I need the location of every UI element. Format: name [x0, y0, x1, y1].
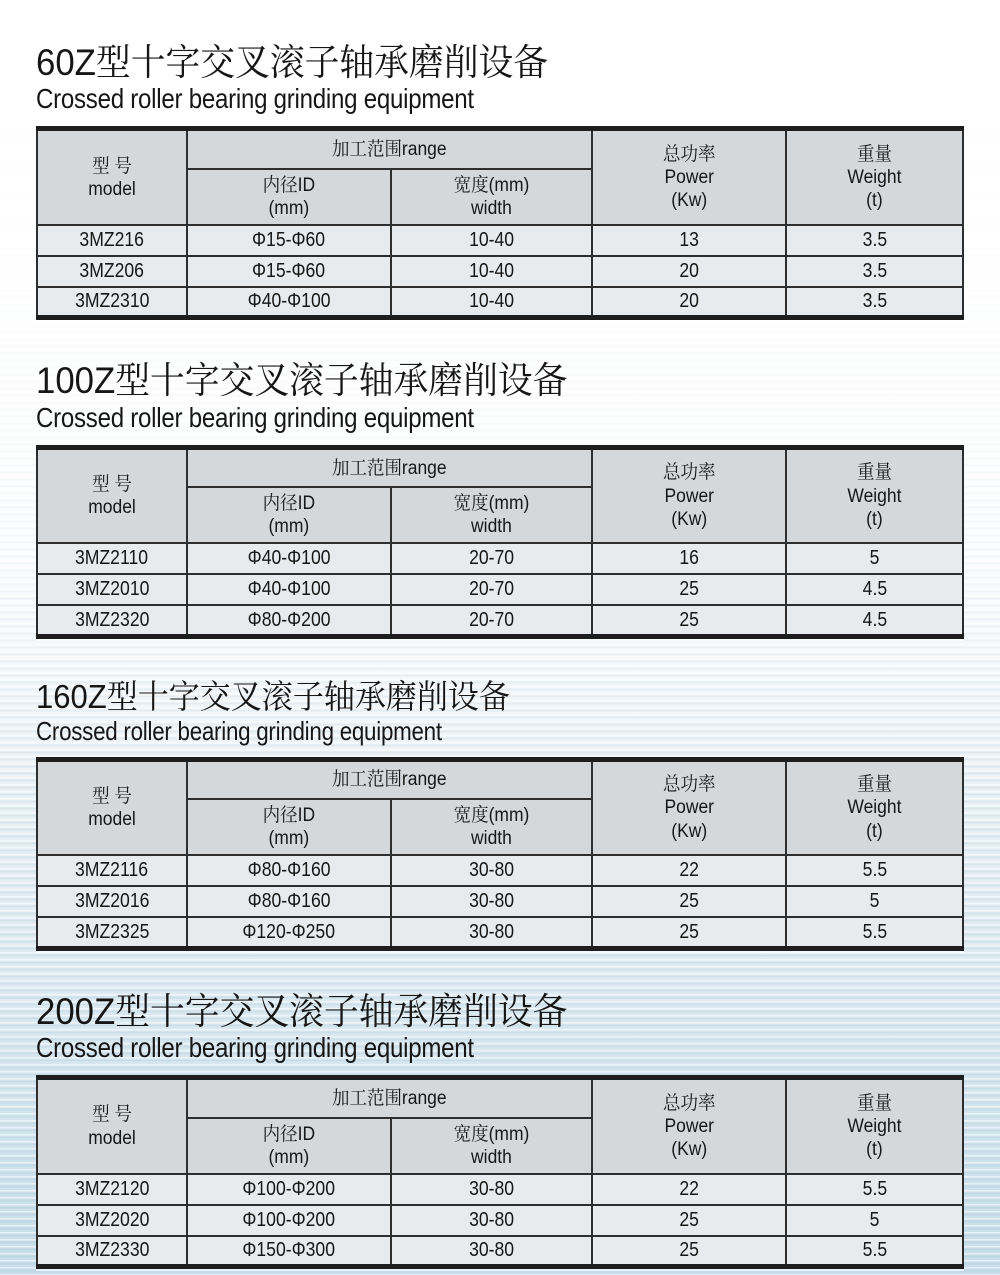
cell-power: [592, 917, 786, 948]
power-value: 20: [679, 290, 699, 313]
cell-id: [187, 855, 391, 886]
col-header-id: [187, 1118, 391, 1174]
col-header-weight: [786, 129, 963, 225]
cell-weight: [786, 225, 963, 256]
col-header-width-en: width: [470, 516, 512, 538]
col-header-model: [37, 447, 187, 543]
weight-value: 5.5: [862, 920, 887, 943]
cell-weight: [786, 256, 963, 287]
cell-width: [391, 574, 592, 605]
col-header-range: [187, 1078, 592, 1118]
col-header-weight-unit: (t): [866, 820, 883, 842]
id-value: Φ120-Φ250: [242, 920, 336, 943]
col-header-id-cn: 内径ID: [262, 1123, 316, 1145]
col-header-model-cn: 型 号: [92, 785, 132, 807]
power-value: 25: [679, 1239, 699, 1262]
section-title-cn: 100Z型十字交叉滚子轴承磨削设备: [36, 360, 568, 402]
col-header-weight-en: Weight: [847, 485, 902, 507]
col-header-id: [187, 799, 391, 855]
spec-table-60z: [36, 126, 964, 320]
col-header-weight-unit: (t): [866, 190, 883, 212]
id-value: Φ40-Φ100: [247, 290, 331, 313]
col-header-width-en: width: [470, 1146, 512, 1168]
cell-model: [37, 225, 187, 256]
col-header-power-unit: (Kw): [670, 508, 707, 530]
col-header-power: [592, 759, 786, 855]
weight-value: 5.5: [862, 859, 887, 882]
cell-model: [37, 886, 187, 917]
cell-weight: [786, 1236, 963, 1267]
col-header-weight: [786, 1078, 963, 1174]
col-header-weight-cn: 重量: [857, 462, 893, 484]
col-header-model: [37, 1078, 187, 1174]
cell-model: [37, 1174, 187, 1205]
col-header-id-cn: 内径ID: [262, 174, 316, 196]
cell-width: [391, 886, 592, 917]
id-value: Φ80-Φ200: [247, 608, 331, 631]
table-row: [37, 1174, 963, 1205]
cell-model: [37, 543, 187, 574]
width-value: 20-70: [468, 547, 514, 570]
table-row: [37, 225, 963, 256]
weight-value: 4.5: [862, 608, 887, 631]
power-value: 25: [679, 578, 699, 601]
cell-weight: [786, 855, 963, 886]
col-header-model-en: model: [88, 809, 136, 831]
col-header-width-cn: 宽度(mm): [453, 1123, 530, 1145]
table-row: [37, 917, 963, 948]
width-value: 30-80: [468, 1208, 514, 1231]
model-value: 3MZ206: [79, 259, 145, 282]
cell-weight: [786, 543, 963, 574]
col-header-width-cn: 宽度(mm): [453, 174, 530, 196]
col-header-weight: [786, 759, 963, 855]
power-value: 20: [679, 259, 699, 282]
model-value: 3MZ2020: [74, 1208, 150, 1231]
cell-id: [187, 1174, 391, 1205]
power-value: 16: [679, 547, 699, 570]
col-header-weight-unit: (t): [866, 508, 883, 530]
col-header-model-cn: 型 号: [92, 155, 132, 177]
col-header-width-cn: 宽度(mm): [453, 805, 530, 827]
cell-id: [187, 287, 391, 318]
cell-model: [37, 256, 187, 287]
col-header-width: [391, 487, 592, 543]
section-title-en: Crossed roller bearing grinding equipment: [36, 401, 474, 433]
weight-value: 5.5: [862, 1239, 887, 1262]
cell-id: [187, 225, 391, 256]
col-header-power-unit: (Kw): [670, 190, 707, 212]
col-header-id-unit: (mm): [268, 197, 310, 219]
col-header-range-label: 加工范围range: [332, 457, 447, 479]
weight-value: 5: [869, 547, 880, 570]
col-header-model-cn: 型 号: [92, 473, 132, 495]
spec-table-160z: [36, 757, 964, 951]
cell-width: [391, 256, 592, 287]
col-header-power-en: Power: [664, 797, 714, 819]
section-title-en: Crossed roller bearing grinding equipment: [36, 715, 442, 746]
model-value: 3MZ2110: [75, 547, 149, 570]
col-header-weight-en: Weight: [847, 1115, 902, 1137]
width-value: 10-40: [468, 228, 514, 251]
col-header-range-label: 加工范围range: [332, 1087, 447, 1109]
col-header-id-cn: 内径ID: [262, 805, 316, 827]
width-value: 30-80: [468, 859, 514, 882]
col-header-range-label: 加工范围range: [332, 139, 447, 161]
cell-power: [592, 855, 786, 886]
table-row: [37, 886, 963, 917]
col-header-power-en: Power: [664, 1115, 714, 1137]
cell-width: [391, 855, 592, 886]
width-value: 30-80: [468, 890, 514, 913]
section-title-cn: 200Z型十字交叉滚子轴承磨削设备: [36, 990, 568, 1032]
col-header-weight-en: Weight: [847, 797, 902, 819]
weight-value: 3.5: [862, 228, 887, 251]
col-header-model-cn: 型 号: [92, 1104, 132, 1126]
col-header-id: [187, 169, 391, 225]
col-header-id-unit: (mm): [268, 828, 310, 850]
cell-weight: [786, 886, 963, 917]
cell-power: [592, 1205, 786, 1236]
power-value: 25: [679, 920, 699, 943]
col-header-weight-cn: 重量: [857, 1092, 893, 1114]
col-header-weight-cn: 重量: [857, 143, 893, 165]
width-value: 30-80: [468, 920, 514, 943]
table-row: [37, 574, 963, 605]
cell-id: [187, 1236, 391, 1267]
cell-id: [187, 917, 391, 948]
cell-model: [37, 287, 187, 318]
cell-power: [592, 225, 786, 256]
col-header-power-cn: 总功率: [662, 462, 716, 484]
cell-model: [37, 605, 187, 636]
col-header-power-unit: (Kw): [670, 1139, 707, 1161]
col-header-power-en: Power: [664, 485, 714, 507]
col-header-power-cn: 总功率: [662, 774, 716, 796]
col-header-power: [592, 1078, 786, 1174]
col-header-power-unit: (Kw): [670, 820, 707, 842]
table-row: [37, 256, 963, 287]
id-value: Φ80-Φ160: [247, 859, 331, 882]
table-row: [37, 1236, 963, 1267]
cell-model: [37, 1236, 187, 1267]
section-title-cn: 60Z型十字交叉滚子轴承磨削设备: [36, 42, 549, 83]
col-header-power-cn: 总功率: [662, 143, 716, 165]
cell-id: [187, 886, 391, 917]
power-value: 22: [679, 859, 699, 882]
col-header-model: [37, 129, 187, 225]
cell-width: [391, 605, 592, 636]
cell-width: [391, 543, 592, 574]
table-row: [37, 543, 963, 574]
id-value: Φ80-Φ160: [247, 890, 331, 913]
cell-power: [592, 886, 786, 917]
cell-power: [592, 574, 786, 605]
col-header-width: [391, 799, 592, 855]
spec-table-100z: [36, 445, 964, 639]
cell-width: [391, 287, 592, 318]
col-header-model-en: model: [88, 178, 136, 200]
cell-weight: [786, 917, 963, 948]
model-value: 3MZ2325: [74, 920, 150, 943]
col-header-weight-unit: (t): [866, 1139, 883, 1161]
table-row: [37, 287, 963, 318]
model-value: 3MZ2016: [74, 890, 150, 913]
cell-id: [187, 574, 391, 605]
table-row: [37, 855, 963, 886]
cell-model: [37, 574, 187, 605]
weight-value: 3.5: [862, 259, 887, 282]
col-header-model-en: model: [88, 497, 136, 519]
col-header-range-label: 加工范围range: [332, 769, 447, 791]
col-header-width-cn: 宽度(mm): [453, 493, 530, 515]
model-value: 3MZ216: [79, 228, 145, 251]
id-value: Φ100-Φ200: [242, 1208, 336, 1231]
id-value: Φ100-Φ200: [242, 1177, 336, 1200]
col-header-width: [391, 1118, 592, 1174]
power-value: 25: [679, 890, 699, 913]
weight-value: 5.5: [862, 1177, 887, 1200]
col-header-range: [187, 129, 592, 169]
col-header-weight: [786, 447, 963, 543]
cell-power: [592, 605, 786, 636]
col-header-width-en: width: [470, 197, 512, 219]
cell-model: [37, 1205, 187, 1236]
id-value: Φ150-Φ300: [242, 1239, 336, 1262]
model-value: 3MZ2330: [74, 1239, 150, 1262]
width-value: 10-40: [468, 290, 514, 313]
cell-power: [592, 287, 786, 318]
id-value: Φ15-Φ60: [252, 228, 326, 251]
col-header-id-unit: (mm): [268, 1146, 310, 1168]
col-header-model: [37, 759, 187, 855]
weight-value: 5: [869, 1208, 880, 1231]
id-value: Φ40-Φ100: [247, 578, 331, 601]
col-header-weight-cn: 重量: [857, 774, 893, 796]
cell-power: [592, 256, 786, 287]
col-header-power-cn: 总功率: [662, 1092, 716, 1114]
cell-id: [187, 1205, 391, 1236]
section-160z: [36, 679, 964, 951]
weight-value: 4.5: [862, 578, 887, 601]
table-row: [37, 1205, 963, 1236]
cell-weight: [786, 1205, 963, 1236]
col-header-power: [592, 447, 786, 543]
cell-power: [592, 543, 786, 574]
section-title-en: Crossed roller bearing grinding equipment: [36, 1032, 474, 1064]
id-value: Φ15-Φ60: [252, 259, 326, 282]
table-row: [37, 605, 963, 636]
power-value: 25: [679, 1208, 699, 1231]
col-header-range: [187, 759, 592, 799]
id-value: Φ40-Φ100: [247, 547, 331, 570]
cell-weight: [786, 287, 963, 318]
width-value: 20-70: [468, 578, 514, 601]
section-60z: [36, 42, 964, 320]
cell-weight: [786, 1174, 963, 1205]
col-header-power: [592, 129, 786, 225]
col-header-range: [187, 447, 592, 487]
cell-weight: [786, 605, 963, 636]
col-header-id: [187, 487, 391, 543]
col-header-width: [391, 169, 592, 225]
cell-id: [187, 256, 391, 287]
power-value: 25: [679, 608, 699, 631]
cell-id: [187, 605, 391, 636]
col-header-id-cn: 内径ID: [262, 493, 316, 515]
width-value: 30-80: [468, 1177, 514, 1200]
power-value: 22: [679, 1177, 699, 1200]
section-100z: [36, 360, 964, 638]
width-value: 30-80: [468, 1239, 514, 1262]
col-header-model-en: model: [88, 1127, 136, 1149]
model-value: 3MZ2010: [74, 578, 150, 601]
cell-model: [37, 855, 187, 886]
cell-width: [391, 1236, 592, 1267]
section-200z: [36, 991, 964, 1269]
cell-width: [391, 1174, 592, 1205]
model-value: 3MZ2120: [74, 1177, 150, 1200]
weight-value: 5: [869, 890, 880, 913]
section-title-cn: 160Z型十字交叉滚子轴承磨削设备: [36, 677, 510, 715]
model-value: 3MZ2320: [74, 608, 150, 631]
model-value: 3MZ2116: [75, 859, 149, 882]
cell-model: [37, 917, 187, 948]
cell-width: [391, 917, 592, 948]
cell-id: [187, 543, 391, 574]
section-title-en: Crossed roller bearing grinding equipment: [36, 83, 474, 115]
weight-value: 3.5: [862, 290, 887, 313]
col-header-width-en: width: [470, 828, 512, 850]
cell-width: [391, 225, 592, 256]
spec-table-200z: [36, 1075, 964, 1269]
cell-power: [592, 1236, 786, 1267]
cell-width: [391, 1205, 592, 1236]
cell-power: [592, 1174, 786, 1205]
width-value: 20-70: [468, 608, 514, 631]
col-header-weight-en: Weight: [847, 167, 902, 189]
cell-weight: [786, 574, 963, 605]
width-value: 10-40: [468, 259, 514, 282]
power-value: 13: [679, 228, 699, 251]
col-header-power-en: Power: [664, 167, 714, 189]
model-value: 3MZ2310: [74, 290, 150, 313]
col-header-id-unit: (mm): [268, 516, 310, 538]
